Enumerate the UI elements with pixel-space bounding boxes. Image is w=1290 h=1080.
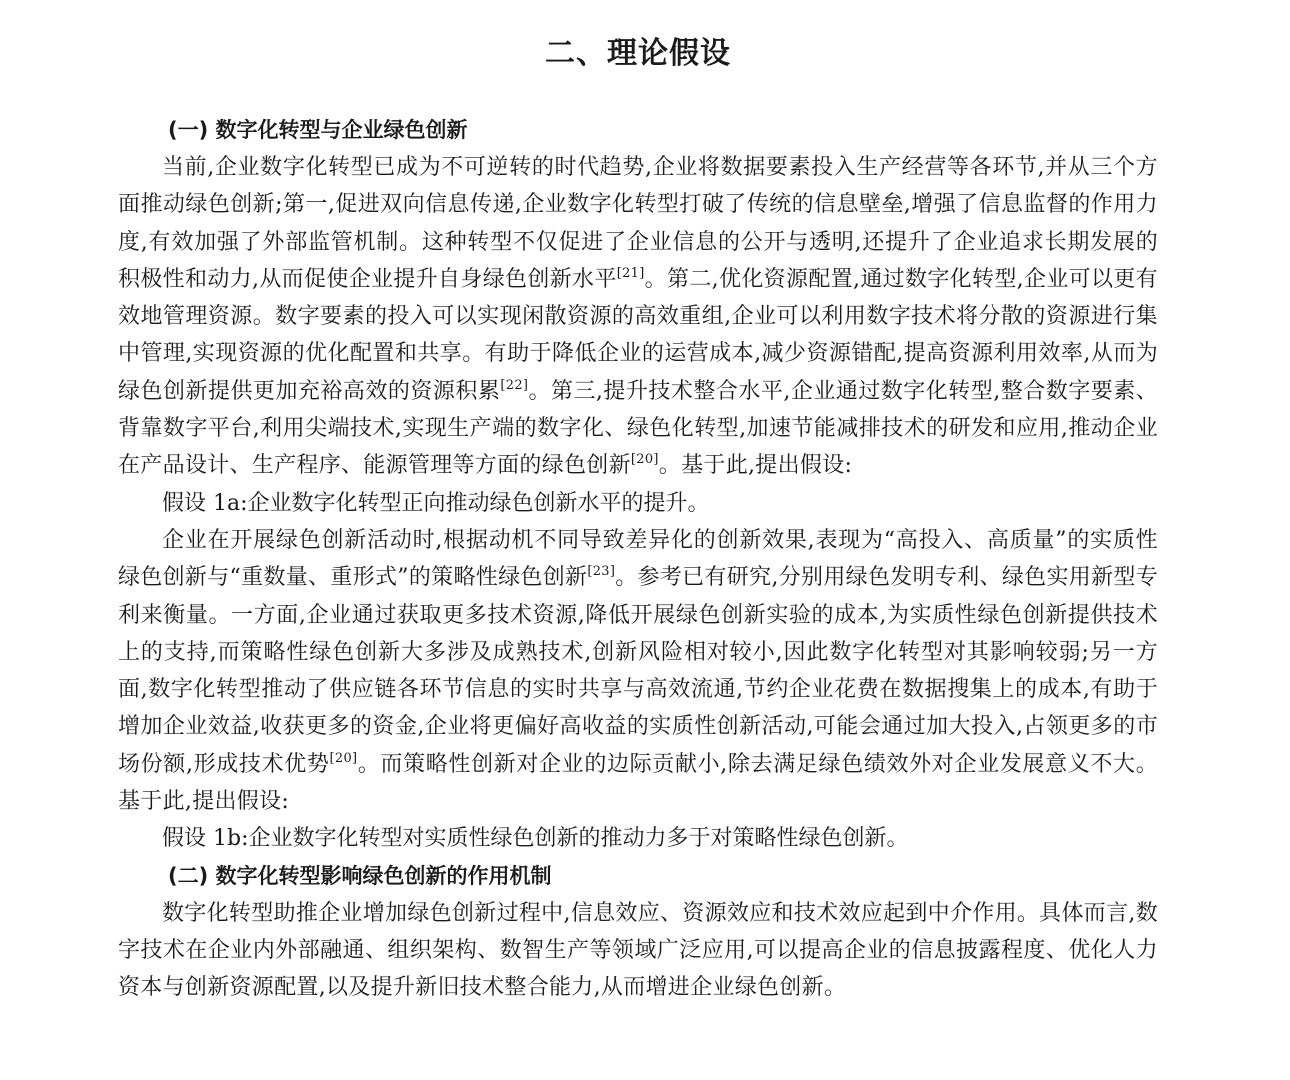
subsection-heading-1: (一) 数字化转型与企业绿色创新 xyxy=(168,118,468,142)
citation-22[interactable]: [22] xyxy=(500,377,529,393)
paragraph-3: 数字化转型助推企业增加绿色创新过程中,信息效应、资源效应和技术效应起到中介作用。具体而言,数字技术在企业内外部融通、组织架构、数智生产等领域广泛应用,可以提高企业的信息披露程度、优化人力资本与创新资源配置,以及提升新旧技术整合能力,从而增进企业绿色创新。 xyxy=(118,900,1158,1001)
section-title: 二、理论假设 xyxy=(545,36,731,71)
hypothesis-1b: 假设 1b:企业数字化转型对实质性绿色创新的推动力多于对策略性绿色创新。 xyxy=(162,826,909,852)
citation-23[interactable]: [23] xyxy=(587,564,616,580)
hypothesis-1a: 假设 1a:企业数字化转型正向推动绿色创新水平的提升。 xyxy=(162,490,710,516)
paragraph-2: 企业在开展绿色创新活动时,根据动机不同导致差异化的创新效果,表现为“高投入、高质量”的实质性绿色创新与“重数量、重形式”的策略性绿色创新[23]。参考已有研究,分别用绿色发明专利、绿色实用新型专利来衡量。一方面,企业通过获取更多技术资源,降低开展绿色创新实验的成本,为实质性绿色创新提供技术上的支持,而策略性绿色创新大多涉及成熟技术,创新风险相对较小,因此数字化转型对其影响较弱;另一方面,数字化转型推动了供应链各环节信息的实时共享与高效流通,节约企业花费在数据搜集上的成本,有助于增加企业效益,收获更多的资金,企业将更偏好高收益的实质性创新活动,可能会通过加大投入,占领更多的市场份额,形成技术优势[20]。而策略性创新对企业的边际贡献小,除去满足绿色绩效外对企业发展意义不大。基于此,提出假设: xyxy=(118,527,1158,815)
citation-20[interactable]: [20] xyxy=(630,452,659,468)
subsection-heading-2: (二) 数字化转型影响绿色创新的作用机制 xyxy=(168,863,552,888)
citation-20[interactable]: [20] xyxy=(329,750,358,766)
citation-21[interactable]: [21] xyxy=(616,265,645,281)
paper-page xyxy=(118,32,1158,1007)
paragraph-1: 当前,企业数字化转型已成为不可逆转的时代趋势,企业将数据要素投入生产经营等各环节,并从三个方面推动绿色创新;第一,促进双向信息传递,企业数字化转型打破了传统的信息壁垒,增强了信息监督的作用力度,有效加强了外部监管机制。这种转型不仅促进了企业信息的公开与透明,还提升了企业追求长期发展的积极性和动力,从而促使企业提升自身绿色创新水平[21]。第二,优化资源配置,通过数字化转型,企业可以更有效地管理资源。数字要素的投入可以实现闲散资源的高效重组,企业可以利用数字技术将分散的资源进行集中管理,实现资源的优化配置和共享。有助于降低企业的运营成本,减少资源错配,提高资源利用效率,从而为绿色创新提供更加充裕高效的资源积累[22]。第三,提升技术整合水平,企业通过数字化转型,整合数字要素、背靠数字平台,利用尖端技术,实现生产端的数字化、绿色化转型,加速节能减排技术的研发和应用,推动企业在产品设计、生产程序、能源管理等方面的绿色创新[20]。基于此,提出假设: xyxy=(118,155,1159,479)
